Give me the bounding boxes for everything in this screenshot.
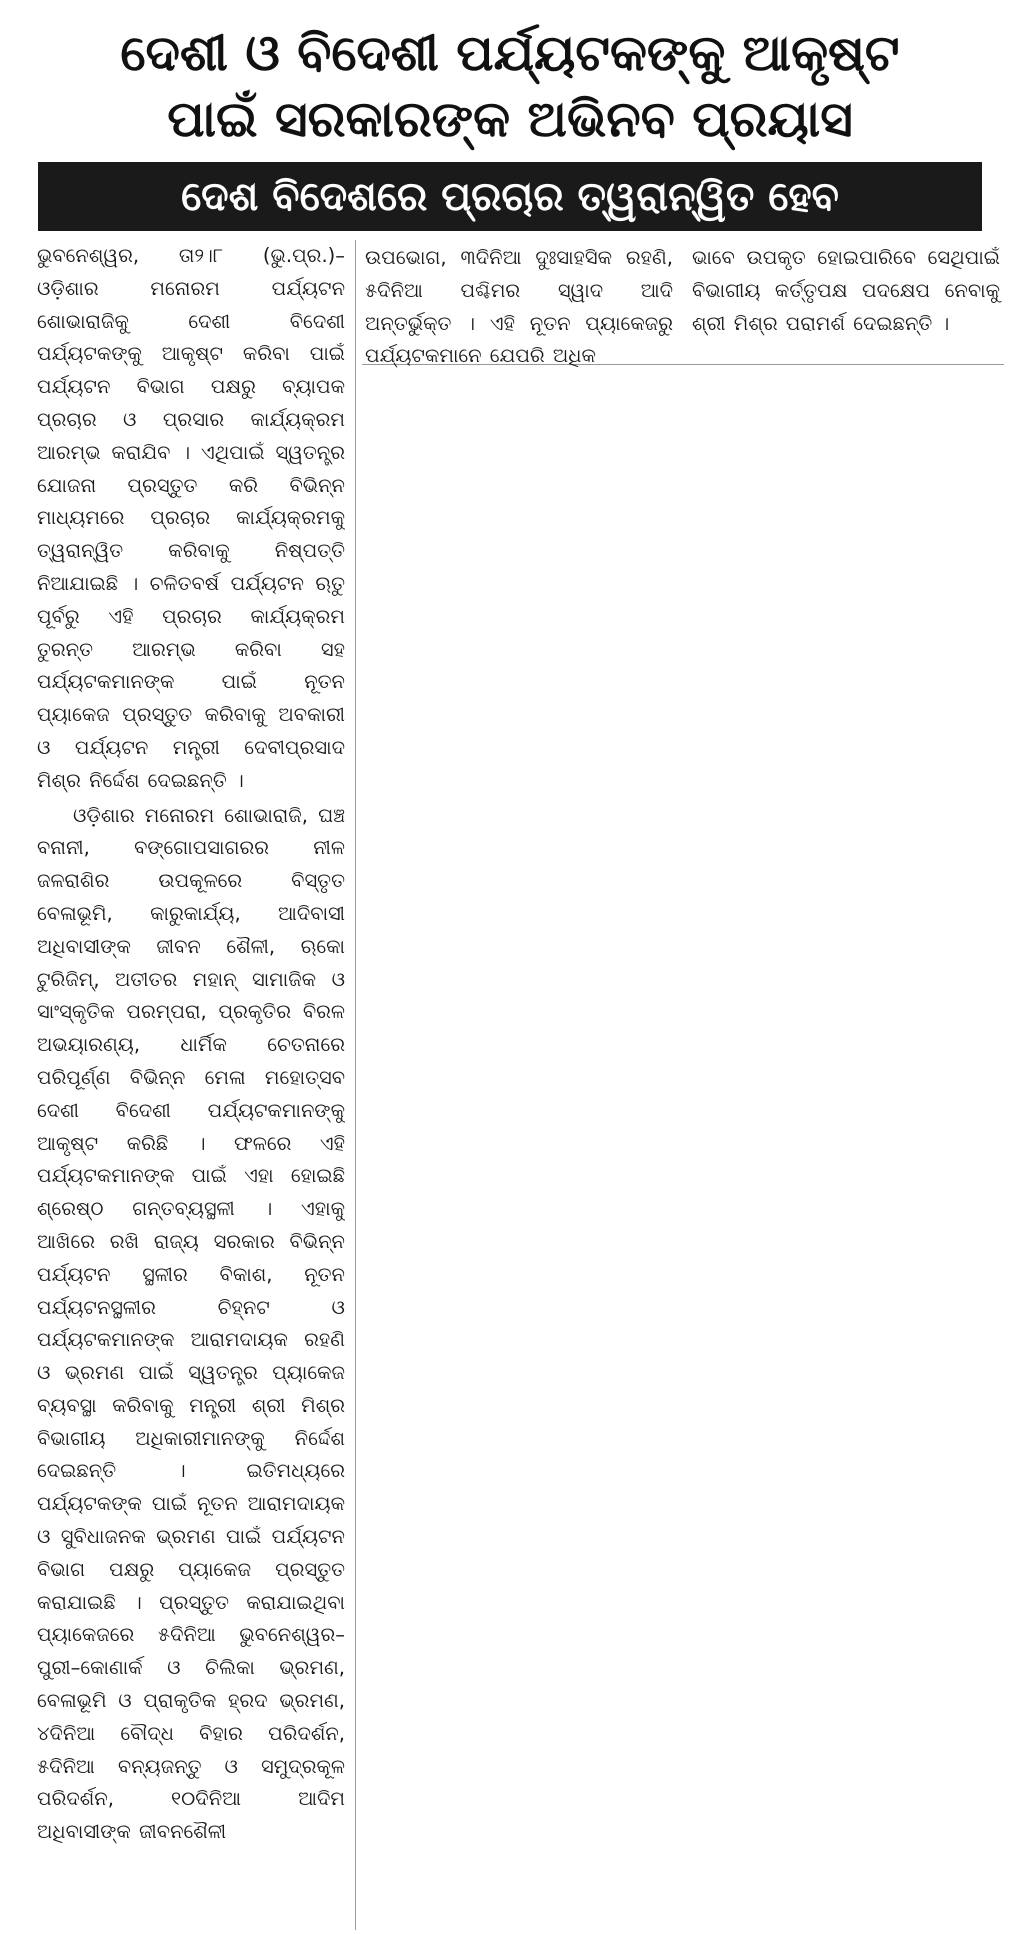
article-column-right — [692, 242, 1000, 340]
headline — [20, 20, 1000, 152]
article-paragraph-2: ଓଡ଼ିଶାର ମନୋରମ ଶୋଭାରାଜି, ଘଞ୍ଚ ବନାନୀ, ବଙ୍ଗୋପସାଗରର ନୀଳ ଜଳରାଶିର ଉପକୂଳରେ ବିସ୍ତୃତ ବେଳାଭୂମି, କାରୁକାର୍ଯ୍ୟ, ଆଦିବାସୀ ଅଧିବାସୀଙ୍କ ଜୀବନ ଶୈଳୀ, ଋକୋ ଟୁରିଜିମ୍, ଅତୀତର ମହାନ୍ ସାମାଜିକ ଓ ସାଂସ୍କୃତିକ ପରମ୍ପରା, ପ୍ରକୃତିର ବିରଳ ଅଭୟାରଣ୍ୟ, ଧାର୍ମିକ ଚେତନାରେ ପରିପୂର୍ଣ୍ଣ ବିଭିନ୍ନ ମେଳା ମହୋତ୍ସବ ଦେଶୀ ବିଦେଶୀ ପର୍ଯ୍ୟଟକମାନଙ୍କୁ ଆକୃଷ୍ଟ କରିଛି । ଫଳରେ ଏହି ପର୍ଯ୍ୟଟକମାନଙ୍କ ପାଇଁ ଏହା ହୋଇଛି ଶ୍ରେଷ୍ଠ ଗନ୍ତବ୍ୟସ୍ଥଳୀ । ଏହାକୁ ଆଖିରେ ରଖି ରାଜ୍ୟ ସରକାର ବିଭିନ୍ନ ପର୍ଯ୍ୟଟନ ସ୍ଥଳୀର ବିକାଶ, ନୂତନ ପର୍ଯ୍ୟଟନସ୍ଥଳୀର ଚିହ୍ନଟ ଓ ପର୍ଯ୍ୟଟକମାନଙ୍କ ଆରାମଦାୟକ ରହଣି ଓ ଭ୍ରମଣ ପାଇଁ ସ୍ୱତନ୍ତ୍ର ପ୍ୟାକେଜ ବ୍ୟବସ୍ଥା କରିବାକୁ ମନ୍ତ୍ରୀ ଶ୍ରୀ ମିଶ୍ର ବିଭାଗୀୟ ଅଧିକାରୀମାନଙ୍କୁ ନିର୍ଦ୍ଦେଶ ଦେଇଛନ୍ତି । ଇତିମଧ୍ୟରେ ପର୍ଯ୍ୟଟକଙ୍କ ପାଇଁ ନୂତନ ଆରାମଦାୟକ ଓ ସୁବିଧାଜନକ ଭ୍ରମଣ ପାଇଁ ପର୍ଯ୍ୟଟନ ବିଭାଗ ପକ୍ଷରୁ ପ୍ୟାକେଜ ପ୍ରସ୍ତୁତ କରାଯାଇଛି । ପ୍ରସ୍ତୁତ କରାଯାଇଥିବା ପ୍ୟାକେଜରେ ୫ଦିନିଆ ଭୁବନେଶ୍ୱର–ପୁରୀ–କୋଣାର୍କ ଓ ଚିଲିକା ଭ୍ରମଣ, ବେଳାଭୂମି ଓ ପ୍ରାକୃତିକ ହ୍ରଦ ଭ୍ରମଣ, ୪ଦିନିଆ ବୌଦ୍ଧ ବିହାର ପରିଦର୍ଶନ, ୫ଦିନିଆ ବନ୍ୟଜନ୍ତୁ ଓ ସମୁଦ୍ରକୂଳ ପରିଦର୍ଶନ, ୧୦ଦିନିଆ ଆଦିମ ଅଧିବାସୀଙ୍କ ଜୀବନଶୈଳୀ — [37, 803, 345, 1844]
subheadline-banner — [38, 162, 982, 231]
article-paragraph-continued: ଉପଭୋଗ, ୩ଦିନିଆ ଦୁଃସାହସିକ ରହଣି, ୫ଦିନିଆ ପଶ୍ଚିମର ସ୍ୱାଦ ଆଦି ଅନ୍ତର୍ଭୁକ୍ତ । ଏହି ନୂତନ ପ୍ୟାକେଜରୁ ପର୍ଯ୍ୟଟକମାନେ ଯେପରି ଅଧିକ — [365, 246, 673, 368]
subheadline: ଦେଶ ବିଦେଶରେ ପ୍ରଚାର ତ୍ୱରାନ୍ୱିତ ହେବ — [181, 173, 839, 220]
headline-line-1: ଦେଶୀ ଓ ବିଦେଶୀ ପର୍ଯ୍ୟଟକଙ୍କୁ ଆକୃଷ୍ଟ — [120, 24, 900, 82]
article-paragraph-final: ଭାବେ ଉପକୃତ ହୋଇପାରିବେ ସେଥିପାଇଁ ବିଭାଗୀୟ କର୍ତ୍ତୃପକ୍ଷ ପଦକ୍ଷେପ ନେବାକୁ ଶ୍ରୀ ମିଶ୍ର ପରାମର୍ଶ ଦେଇଛନ୍ତି । — [692, 246, 1000, 335]
article-column-middle — [365, 242, 673, 373]
column-divider-vertical — [355, 240, 356, 1930]
article-column-left — [37, 240, 345, 1930]
headline-line-2: ପାଇଁ ସରକାରଙ୍କ ଅଭିନବ ପ୍ରୟାସ — [167, 90, 853, 148]
article-paragraph-1: ଭୁବନେଶ୍ୱର, ତା୨।୮ (ଭୁ.ପ୍ର.)– ଓଡ଼ିଶାର ମନୋରମ ପର୍ଯ୍ୟଟନ ଶୋଭାରାଜିକୁ ଦେଶୀ ବିଦେଶୀ ପର୍ଯ୍ୟଟକଙ୍କୁ ଆକୃଷ୍ଟ କରିବା ପାଇଁ ପର୍ଯ୍ୟଟନ ବିଭାଗ ପକ୍ଷରୁ ବ୍ୟାପକ ପ୍ରଚାର ଓ ପ୍ରସାର କାର୍ଯ୍ୟକ୍ରମ ଆରମ୍ଭ କରାଯିବ । ଏଥିପାଇଁ ସ୍ୱତନ୍ତ୍ର ଯୋଜନା ପ୍ରସ୍ତୁତ କରି ବିଭିନ୍ନ ମାଧ୍ୟମରେ ପ୍ରଚାର କାର୍ଯ୍ୟକ୍ରମକୁ ତ୍ୱରାନ୍ୱିତ କରିବାକୁ ନିଷ୍ପତ୍ତି ନିଆଯାଇଛି । ଚଳିତବର୍ଷ ପର୍ଯ୍ୟଟନ ଋତୁ ପୂର୍ବରୁ ଏହି ପ୍ରଚାର କାର୍ଯ୍ୟକ୍ରମ ତୁରନ୍ତ ଆରମ୍ଭ କରିବା ସହ ପର୍ଯ୍ୟଟକମାନଙ୍କ ପାଇଁ ନୂତନ ପ୍ୟାକେଜ ପ୍ରସ୍ତୁତ କରିବାକୁ ଅବକାରୀ ଓ ପର୍ଯ୍ୟଟନ ମନ୍ତ୍ରୀ ଦେବୀପ୍ରସାଦ ମିଶ୍ର ନିର୍ଦ୍ଦେଶ ଦେଇଛନ୍ତି । — [37, 244, 345, 792]
